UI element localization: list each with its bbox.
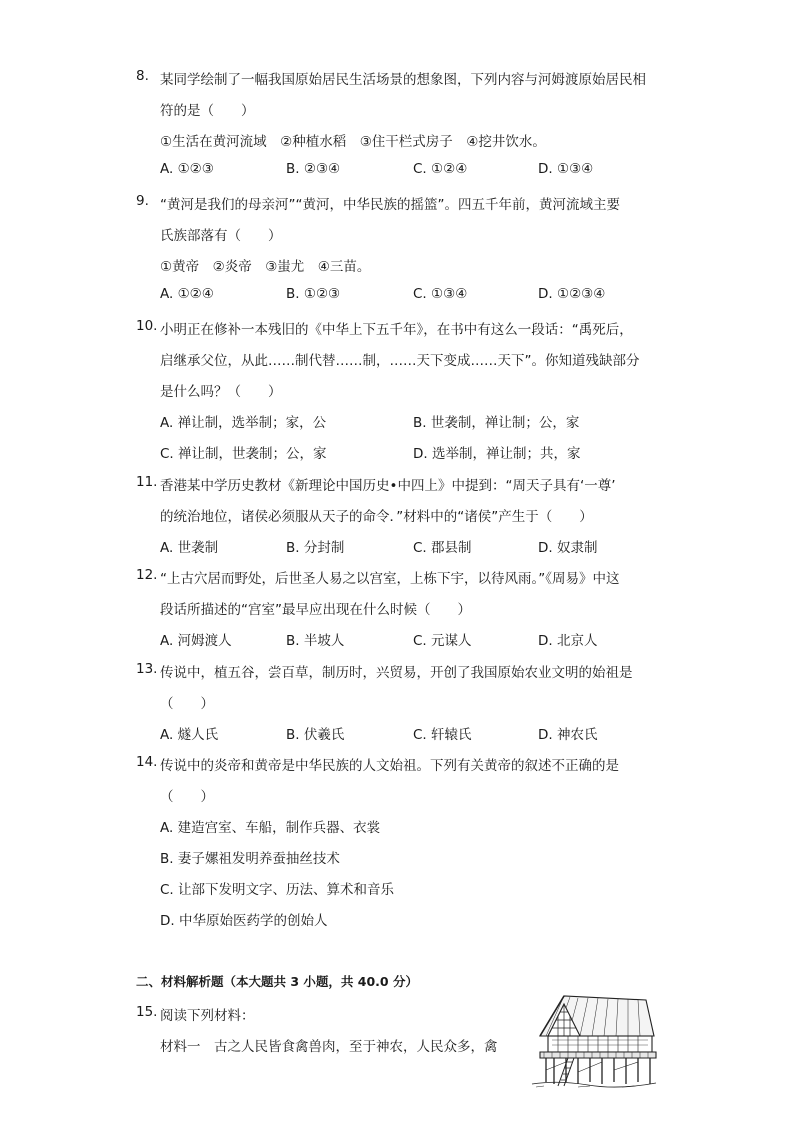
option-a: A. 河姆渡人	[160, 633, 232, 649]
option-a: A. 燧人氏	[160, 727, 219, 743]
question-number: 13.	[136, 661, 158, 677]
option-d: D. 神农氏	[538, 727, 598, 743]
option-b: B. 世袭制，禅让制；公，家	[413, 415, 580, 431]
question-stem: 段话所描述的“宫室”最早应出现在什么时候（ ）	[160, 602, 471, 618]
option-b: B. 伏羲氏	[286, 727, 345, 743]
option-c: C. ①②④	[413, 161, 468, 177]
question-stem: 的统治地位，诸侯必须服从天子的命令．”材料中的“诸侯”产生于（ ）	[160, 509, 593, 525]
question-number: 14.	[136, 754, 158, 770]
question-stem: 是什么吗？（ ）	[160, 384, 282, 400]
option-d: D. 选举制，禅让制；共，家	[413, 446, 581, 462]
question-number: 8.	[136, 68, 149, 84]
option-d: D. 奴隶制	[538, 540, 598, 556]
question-stem: “黄河是我们的母亲河”“黄河，中华民族的摇篮”。四五千年前，黄河流域主要	[160, 197, 620, 213]
option-c: C. 轩辕氏	[413, 727, 472, 743]
option-b: B. 分封制	[286, 540, 345, 556]
question-stem: 符的是（ ）	[160, 103, 255, 119]
option-c: C. 郡县制	[413, 540, 472, 556]
option-b: B. ②③④	[286, 161, 341, 177]
option-d: D. ①③④	[538, 161, 594, 177]
question-sub-items: ①黄帝 ②炎帝 ③蚩尤 ④三苗。	[160, 259, 371, 275]
question-stem: 启继承父位，从此……制代替……制，……天下变成……天下”。你知道残缺部分	[160, 353, 640, 369]
question-stem: （ ）	[160, 789, 214, 805]
question-number: 10.	[136, 318, 158, 334]
question-stem: （ ）	[160, 696, 214, 712]
option-b: B. 妻子嫘祖发明养蚕抽丝技术	[160, 851, 340, 867]
question-number: 11.	[136, 474, 158, 490]
section-heading: 二、材料解析题（本大题共 3 小题，共 40.0 分）	[136, 974, 418, 989]
option-d: D. ①②③④	[538, 286, 606, 302]
option-b: B. 半坡人	[286, 633, 345, 649]
question-number: 9.	[136, 193, 149, 209]
option-a: A. 世袭制	[160, 540, 219, 556]
option-a: A. 禅让制，选举制；家，公	[160, 415, 327, 431]
option-d: D. 中华原始医药学的创始人	[160, 913, 328, 929]
question-stem: 小明正在修补一本残旧的《中华上下五千年》，在书中有这么一段话：“禹死后，	[160, 322, 633, 338]
option-a: A. ①②③	[160, 161, 214, 177]
option-a: A. 建造宫室、车船，制作兵器、衣裳	[160, 820, 381, 836]
material-text: 材料一 古之人民皆食禽兽肉，至于神农，人民众多，禽	[160, 1039, 498, 1055]
option-c: C. 让部下发明文字、历法、算术和音乐	[160, 882, 395, 898]
option-c: C. ①③④	[413, 286, 468, 302]
option-c: C. 元谋人	[413, 633, 472, 649]
option-a: A. ①②④	[160, 286, 214, 302]
option-c: C. 禅让制，世袭制；公，家	[160, 446, 327, 462]
option-b: B. ①②③	[286, 286, 341, 302]
question-stem: 某同学绘制了一幅我国原始居民生活场景的想象图，下列内容与河姆渡原始居民相	[160, 72, 646, 88]
question-stem: 氏族部落有（ ）	[160, 228, 282, 244]
stilt-house-illustration	[518, 990, 658, 1088]
question-stem: 传说中的炎帝和黄帝是中华民族的人文始祖。下列有关黄帝的叙述不正确的是	[160, 758, 619, 774]
question-number: 15.	[136, 1004, 158, 1020]
option-d: D. 北京人	[538, 633, 598, 649]
question-number: 12.	[136, 567, 158, 583]
question-stem: 香港某中学历史教材《新理论中国历史•中四上》中提到：“周天子具有‘一尊’	[160, 478, 616, 494]
question-stem: 传说中，植五谷，尝百草，制历时，兴贸易，开创了我国原始农业文明的始祖是	[160, 665, 633, 681]
question-sub-items: ①生活在黄河流域 ②种植水稻 ③住干栏式房子 ④挖井饮水。	[160, 134, 546, 150]
question-stem: “上古穴居而野处，后世圣人易之以宫室，上栋下宇，以待风雨。”《周易》中这	[160, 571, 620, 587]
question-intro: 阅读下列材料：	[160, 1008, 255, 1024]
